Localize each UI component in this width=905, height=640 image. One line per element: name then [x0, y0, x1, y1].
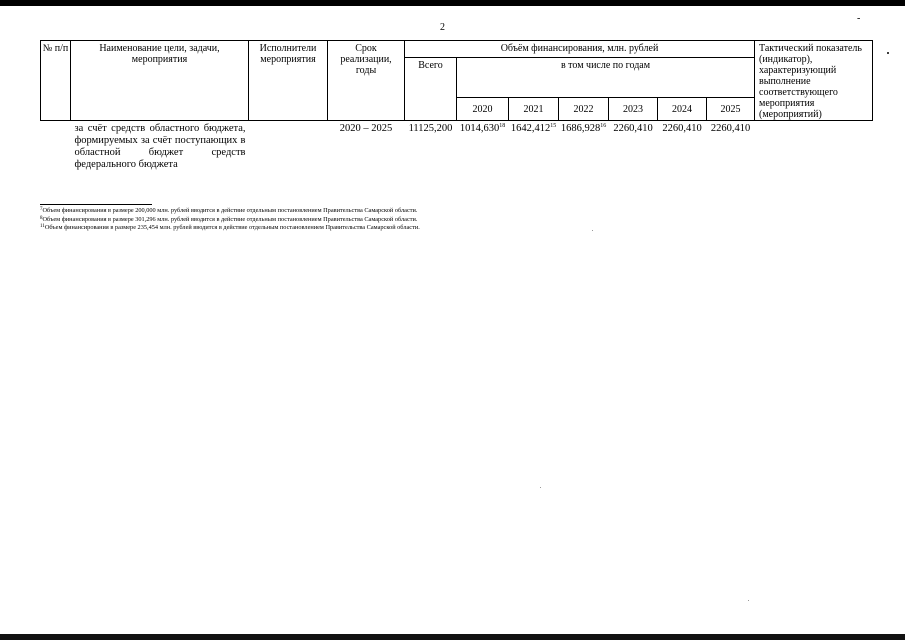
- row-2021: 1642,412$^{15}$: [510, 123, 557, 134]
- page-number: 2: [440, 22, 445, 33]
- scan-speck: [592, 230, 593, 231]
- row-num: [41, 121, 71, 172]
- footnote-ref: 18: [499, 123, 506, 129]
- footnote-separator: [40, 204, 152, 205]
- scan-speck: [887, 52, 889, 54]
- footnote-ref: 16: [600, 123, 607, 129]
- col-by-years-header: в том числе по годам: [457, 58, 755, 98]
- col-name-header: Наименование цели, задачи, мероприятия: [71, 41, 249, 121]
- col-num-header: № п/п: [41, 41, 71, 121]
- scan-speck: [748, 600, 749, 601]
- corner-mark: -: [857, 13, 861, 24]
- header-row: [41, 41, 873, 58]
- year-2022-header: 2022: [559, 98, 609, 121]
- col-funding-header: Объём финансирования, млн. рублей: [405, 41, 755, 58]
- footnote: $^8$Объем финансирования в размере 301,296 млн. рублей вводится в действие отдельным постановлением Правительства Самарской области.: [40, 215, 418, 223]
- col-term-header: Срок реализации, годы: [328, 41, 405, 121]
- footnote: $^7$Объем финансирования в размере 200,000 млн. рублей вводится в действие отдельным постановлением Правительства Самарской области.: [40, 207, 418, 214]
- year-2025-header: 2025: [707, 98, 755, 121]
- row-tactical: [755, 121, 873, 172]
- year-2020-header: 2020: [457, 98, 509, 121]
- footnotes: [40, 207, 420, 233]
- year-2024-header: 2024: [658, 98, 707, 121]
- scan-bottom-edge: [0, 634, 905, 640]
- footnote: $^{11}$Объем финансирования в размере 235,454 млн. рублей вводится в действие отдельным постановлением Правительства Самарской области.: [40, 224, 420, 232]
- year-2021-header: 2021: [509, 98, 559, 121]
- row-2022: 1686,928$^{16}$: [560, 123, 607, 134]
- row-2020: 1014,630$^{18}$: [459, 123, 506, 134]
- row-2025: 2260,410: [710, 123, 751, 134]
- row-total: 11125,200: [408, 123, 453, 134]
- funding-table: [40, 40, 873, 171]
- year-2023-header: 2023: [609, 98, 658, 121]
- row-exec: [249, 121, 328, 172]
- col-total-header: Всего: [405, 58, 457, 121]
- scan-speck: [540, 487, 541, 488]
- scan-top-edge: [0, 0, 905, 6]
- row-2023: 2260,410: [613, 123, 653, 134]
- footnote-ref: 15: [550, 123, 557, 129]
- row-2024: 2260,410: [662, 123, 702, 134]
- row-term: 2020 – 2025: [339, 123, 393, 134]
- row-name: за счёт средств областного бюджета, формируемых за счёт поступающих в областной бюджет средств федерального бюджета: [74, 123, 246, 170]
- col-tactical-header: Тактический показатель (индикатор), характеризующий выполнение соответствующего мероприятия (мероприятий): [755, 41, 873, 121]
- col-exec-header: Исполнители мероприятия: [249, 41, 328, 121]
- table-row: [41, 121, 873, 172]
